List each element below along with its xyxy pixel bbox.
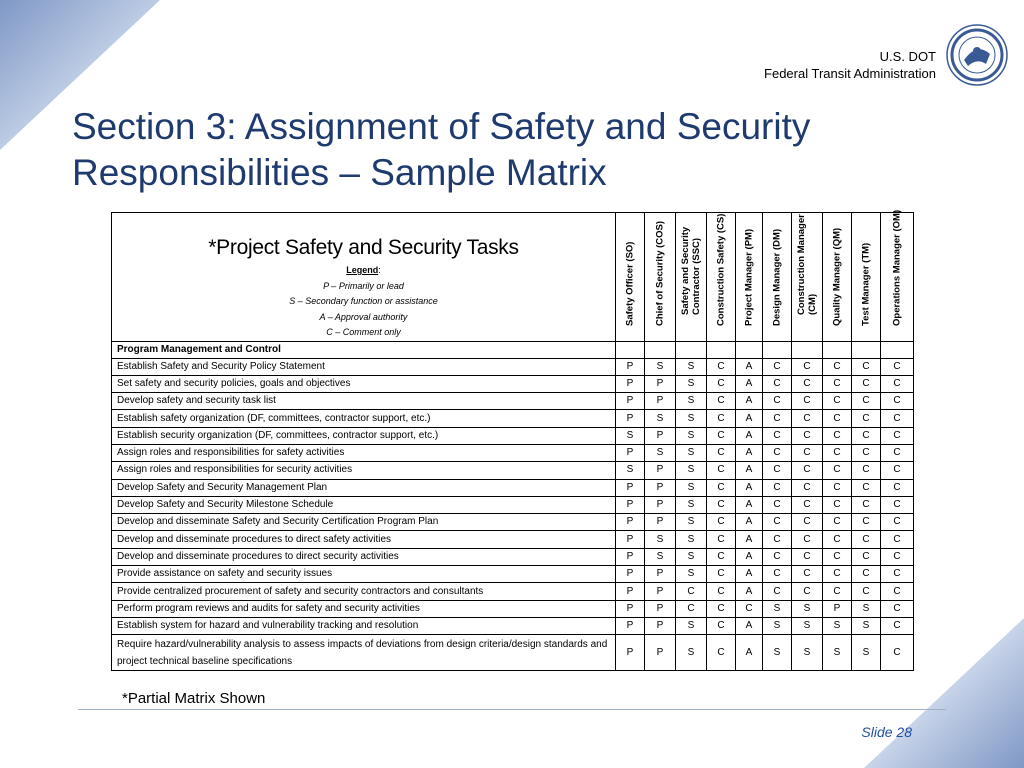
responsibility-code-cell: P (645, 427, 676, 444)
agency-line-1: U.S. DOT (879, 49, 936, 64)
table-row (112, 496, 914, 513)
empty-cell (645, 341, 676, 358)
task-cell: Develop and disseminate Safety and Security Certification Program Plan (112, 514, 616, 531)
agency-line-2: Federal Transit Administration (764, 66, 936, 81)
responsibility-code-cell: A (736, 358, 763, 375)
responsibility-code-cell: C (823, 531, 852, 548)
responsibility-code-cell: C (707, 496, 736, 513)
responsibility-code-cell: P (645, 393, 676, 410)
responsibility-code-cell: C (881, 635, 914, 671)
responsibility-code-cell: C (823, 479, 852, 496)
responsibility-code-cell: C (852, 548, 881, 565)
responsibility-code-cell: P (616, 583, 645, 600)
responsibility-code-cell: P (616, 617, 645, 634)
table-row (112, 358, 914, 375)
responsibility-code-cell: S (792, 600, 823, 617)
responsibility-code-cell: C (707, 462, 736, 479)
task-cell: Develop Safety and Security Management Plan (112, 479, 616, 496)
responsibility-code-cell: C (676, 600, 707, 617)
legend-item: A – Approval authority (319, 311, 408, 322)
task-cell: Assign roles and responsibilities for security activities (112, 462, 616, 479)
responsibility-code-cell: C (763, 393, 792, 410)
responsibility-code-cell: C (852, 462, 881, 479)
responsibility-code-cell: C (792, 462, 823, 479)
empty-cell (707, 341, 736, 358)
empty-cell (881, 341, 914, 358)
responsibility-code-cell: S (676, 410, 707, 427)
responsibility-code-cell: P (616, 444, 645, 461)
responsibility-code-cell: C (763, 427, 792, 444)
table-row (112, 617, 914, 634)
responsibility-code-cell: A (736, 410, 763, 427)
table-row (112, 548, 914, 565)
responsibility-code-cell: C (763, 583, 792, 600)
task-cell: Provide assistance on safety and security issues (112, 566, 616, 583)
role-column-header (616, 213, 645, 342)
responsibility-code-cell: C (881, 410, 914, 427)
role-label: Test Manager (TM) (860, 242, 872, 326)
responsibility-code-cell: A (736, 566, 763, 583)
responsibility-code-cell: C (707, 427, 736, 444)
legend-item: S – Secondary function or assistance (289, 296, 438, 306)
responsibility-code-cell: C (852, 410, 881, 427)
agency-name (764, 48, 936, 82)
responsibility-code-cell: S (792, 617, 823, 634)
responsibility-code-cell: C (792, 531, 823, 548)
responsibility-code-cell: C (707, 514, 736, 531)
responsibility-code-cell: P (616, 548, 645, 565)
role-column-header (881, 209, 914, 342)
responsibility-code-cell: C (707, 635, 736, 671)
responsibility-code-cell: C (707, 617, 736, 634)
role-column-header (676, 213, 707, 342)
task-cell: Develop Safety and Security Milestone Schedule (112, 496, 616, 513)
responsibility-code-cell: S (763, 600, 792, 617)
table-row (112, 462, 914, 479)
table-row (112, 566, 914, 583)
responsibility-code-cell: C (792, 427, 823, 444)
task-cell: Perform program reviews and audits for safety and security activities (112, 600, 616, 617)
responsibility-code-cell: C (852, 583, 881, 600)
responsibility-code-cell: S (616, 462, 645, 479)
responsibility-code-cell: C (792, 514, 823, 531)
role-label: Design Manager (DM) (771, 228, 783, 326)
responsibility-code-cell: S (676, 496, 707, 513)
responsibility-code-cell: A (736, 375, 763, 392)
responsibility-code-cell: C (676, 583, 707, 600)
responsibility-code-cell: C (792, 583, 823, 600)
responsibility-code-cell: C (881, 531, 914, 548)
task-cell: Develop and disseminate procedures to direct safety activities (112, 531, 616, 548)
table-row (112, 531, 914, 548)
responsibility-code-cell: C (707, 566, 736, 583)
table-row (112, 514, 914, 531)
responsibility-code-cell: P (616, 531, 645, 548)
responsibility-code-cell: P (645, 583, 676, 600)
responsibility-code-cell: P (616, 375, 645, 392)
task-cell: Establish security organization (DF, committees, contractor support, etc.) (112, 427, 616, 444)
role-column-header (792, 213, 823, 342)
responsibility-code-cell: C (881, 600, 914, 617)
responsibility-code-cell: S (676, 393, 707, 410)
responsibility-code-cell: S (676, 617, 707, 634)
responsibility-code-cell: S (645, 410, 676, 427)
responsibility-code-cell: C (707, 358, 736, 375)
task-cell: Require hazard/vulnerability analysis to assess impacts of deviations from design criteria/design standards and project technical baseline specifications (112, 635, 616, 671)
task-cell: Develop safety and security task list (112, 393, 616, 410)
responsibility-code-cell: S (763, 617, 792, 634)
responsibility-code-cell: P (645, 496, 676, 513)
empty-cell (852, 341, 881, 358)
responsibility-code-cell: C (823, 358, 852, 375)
responsibility-code-cell: C (881, 514, 914, 531)
responsibility-code-cell: P (823, 600, 852, 617)
task-cell: Establish Safety and Security Policy Statement (112, 358, 616, 375)
responsibility-code-cell: P (645, 617, 676, 634)
responsibility-code-cell: C (881, 583, 914, 600)
responsibility-code-cell: C (763, 375, 792, 392)
table-row (112, 635, 914, 671)
task-cell: Establish safety organization (DF, committees, contractor support, etc.) (112, 410, 616, 427)
responsibility-code-cell: C (763, 548, 792, 565)
responsibility-code-cell: C (823, 583, 852, 600)
responsibility-code-cell: C (823, 548, 852, 565)
legend-item: C – Comment only (326, 327, 401, 337)
responsibility-code-cell: P (645, 514, 676, 531)
slide-title-line-1: Section 3: Assignment of Safety and Security (72, 106, 811, 147)
responsibility-code-cell: C (707, 531, 736, 548)
responsibility-code-cell: C (852, 479, 881, 496)
table-row (112, 479, 914, 496)
responsibility-code-cell: C (707, 393, 736, 410)
responsibility-code-cell: C (881, 444, 914, 461)
task-cell: Set safety and security policies, goals and objectives (112, 375, 616, 392)
empty-cell (616, 341, 645, 358)
responsibility-code-cell: S (645, 444, 676, 461)
responsibility-code-cell: S (676, 548, 707, 565)
responsibility-code-cell: C (792, 479, 823, 496)
responsibility-code-cell: C (823, 496, 852, 513)
table-row (112, 427, 914, 444)
task-cell: Provide centralized procurement of safety and security contractors and consultants (112, 583, 616, 600)
footer-divider (78, 709, 946, 710)
partial-matrix-note: *Partial Matrix Shown (122, 690, 266, 707)
table-row (112, 410, 914, 427)
responsibility-code-cell: C (792, 393, 823, 410)
table-row (112, 583, 914, 600)
responsibility-code-cell: S (645, 531, 676, 548)
responsibility-code-cell: C (881, 496, 914, 513)
responsibility-code-cell: C (792, 496, 823, 513)
responsibility-code-cell: S (792, 635, 823, 671)
role-column-header (645, 213, 676, 342)
responsibility-code-cell: C (792, 375, 823, 392)
responsibility-code-cell: S (645, 548, 676, 565)
slide-number: Slide 28 (861, 724, 912, 740)
task-cell: Assign roles and responsibilities for safety activities (112, 444, 616, 461)
responsibility-code-cell: A (736, 583, 763, 600)
responsibility-code-cell: P (616, 410, 645, 427)
role-column-header (763, 213, 792, 342)
responsibility-code-cell: C (881, 393, 914, 410)
responsibility-code-cell: C (707, 583, 736, 600)
responsibility-code-cell: C (852, 358, 881, 375)
role-label: Safety and Security Contractor (SSC) (680, 226, 702, 315)
responsibility-code-cell: C (852, 566, 881, 583)
empty-cell (823, 341, 852, 358)
responsibility-code-cell: A (736, 514, 763, 531)
responsibility-code-cell: S (616, 427, 645, 444)
responsibility-code-cell: S (676, 635, 707, 671)
role-label: Construction Manager (CM) (796, 213, 818, 315)
responsibility-code-cell: C (823, 462, 852, 479)
responsibility-code-cell: S (676, 479, 707, 496)
responsibility-code-cell: C (852, 393, 881, 410)
responsibility-code-cell: P (616, 514, 645, 531)
responsibility-code-cell: S (823, 617, 852, 634)
responsibility-code-cell: P (616, 566, 645, 583)
responsibility-code-cell: C (792, 358, 823, 375)
responsibility-code-cell: C (823, 410, 852, 427)
responsibility-code-cell: S (852, 617, 881, 634)
responsibility-code-cell: A (736, 393, 763, 410)
responsibility-code-cell: P (645, 566, 676, 583)
table-row (112, 393, 914, 410)
responsibility-code-cell: C (881, 427, 914, 444)
empty-cell (792, 341, 823, 358)
slide-title (72, 104, 972, 196)
responsibility-code-cell: P (616, 635, 645, 671)
role-label: Construction Safety (CS) (715, 213, 727, 326)
responsibility-code-cell: S (763, 635, 792, 671)
table-row (112, 375, 914, 392)
responsibility-code-cell: A (736, 462, 763, 479)
responsibility-code-cell: C (823, 514, 852, 531)
matrix-heading: *Project Safety and Security Tasks (208, 236, 519, 259)
responsibility-code-cell: P (616, 479, 645, 496)
responsibility-code-cell: C (852, 514, 881, 531)
responsibility-code-cell: P (616, 600, 645, 617)
role-label: Project Manager (PM) (743, 228, 755, 326)
responsibility-code-cell: P (616, 496, 645, 513)
responsibility-code-cell: C (763, 444, 792, 461)
responsibility-code-cell: C (763, 531, 792, 548)
responsibility-code-cell: S (676, 531, 707, 548)
responsibility-code-cell: C (763, 358, 792, 375)
role-column-header (736, 213, 763, 342)
responsibility-code-cell: C (707, 479, 736, 496)
responsibility-code-cell: C (707, 600, 736, 617)
legend-colon: : (378, 265, 381, 275)
responsibility-code-cell: P (645, 600, 676, 617)
responsibility-code-cell: A (736, 617, 763, 634)
responsibility-code-cell: C (763, 496, 792, 513)
responsibility-code-cell: P (645, 635, 676, 671)
responsibility-code-cell: C (881, 566, 914, 583)
matrix-heading-cell (112, 213, 616, 342)
responsibility-code-cell: A (736, 548, 763, 565)
responsibility-code-cell: S (676, 375, 707, 392)
responsibility-code-cell: C (823, 427, 852, 444)
dot-seal-icon (946, 24, 1008, 86)
responsibility-code-cell: A (736, 427, 763, 444)
responsibility-code-cell: A (736, 479, 763, 496)
role-column-header (707, 213, 736, 342)
responsibility-code-cell: C (881, 617, 914, 634)
responsibility-code-cell: C (707, 444, 736, 461)
responsibility-code-cell: S (676, 358, 707, 375)
section-title: Program Management and Control (112, 341, 616, 358)
responsibility-code-cell: S (823, 635, 852, 671)
legend-item: P – Primarily or lead (323, 280, 404, 291)
responsibility-code-cell: C (852, 531, 881, 548)
role-label: Quality Manager (QM) (831, 227, 843, 326)
responsibility-code-cell: C (881, 462, 914, 479)
role-label: Chief of Security (COS) (654, 220, 666, 326)
role-label: Safety Officer (SO) (624, 241, 636, 326)
responsibility-code-cell: C (823, 566, 852, 583)
legend (117, 263, 610, 341)
responsibility-code-cell: C (823, 375, 852, 392)
responsibility-code-cell: S (676, 427, 707, 444)
responsibility-code-cell: P (616, 393, 645, 410)
responsibility-code-cell: S (676, 566, 707, 583)
responsibility-code-cell: C (823, 393, 852, 410)
task-cell: Establish system for hazard and vulnerability tracking and resolution (112, 617, 616, 634)
section-row (112, 341, 914, 358)
legend-label: Legend (346, 265, 379, 275)
responsibility-code-cell: C (792, 566, 823, 583)
responsibility-code-cell: A (736, 635, 763, 671)
responsibility-code-cell: C (736, 600, 763, 617)
responsibility-code-cell: P (645, 375, 676, 392)
responsibility-code-cell: P (645, 462, 676, 479)
empty-cell (676, 341, 707, 358)
responsibility-code-cell: C (823, 444, 852, 461)
responsibility-code-cell: C (881, 548, 914, 565)
responsibility-code-cell: C (792, 548, 823, 565)
responsibility-matrix (111, 209, 914, 671)
task-cell: Develop and disseminate procedures to direct security activities (112, 548, 616, 565)
responsibility-code-cell: C (852, 444, 881, 461)
responsibility-code-cell: C (763, 410, 792, 427)
responsibility-code-cell: S (676, 462, 707, 479)
role-label: Operations Manager (OM) (891, 209, 903, 326)
responsibility-code-cell: C (707, 375, 736, 392)
role-column-header (823, 213, 852, 342)
responsibility-code-cell: P (616, 358, 645, 375)
responsibility-code-cell: A (736, 496, 763, 513)
responsibility-code-cell: A (736, 531, 763, 548)
responsibility-code-cell: S (852, 635, 881, 671)
responsibility-code-cell: C (852, 496, 881, 513)
responsibility-code-cell: C (763, 462, 792, 479)
responsibility-code-cell: S (676, 514, 707, 531)
responsibility-code-cell: P (645, 479, 676, 496)
table-row (112, 444, 914, 461)
responsibility-code-cell: C (852, 427, 881, 444)
responsibility-code-cell: S (645, 358, 676, 375)
responsibility-code-cell: C (707, 410, 736, 427)
responsibility-code-cell: A (736, 444, 763, 461)
responsibility-code-cell: C (881, 479, 914, 496)
table-row (112, 600, 914, 617)
responsibility-code-cell: C (881, 358, 914, 375)
responsibility-code-cell: C (792, 444, 823, 461)
responsibility-code-cell: C (707, 548, 736, 565)
responsibility-code-cell: C (763, 566, 792, 583)
responsibility-code-cell: C (763, 479, 792, 496)
responsibility-code-cell: C (792, 410, 823, 427)
empty-cell (763, 341, 792, 358)
slide-title-line-2: Responsibilities – Sample Matrix (72, 152, 607, 193)
responsibility-code-cell: C (881, 375, 914, 392)
responsibility-code-cell: C (852, 375, 881, 392)
responsibility-code-cell: S (676, 444, 707, 461)
empty-cell (736, 341, 763, 358)
responsibility-code-cell: S (852, 600, 881, 617)
responsibility-code-cell: C (763, 514, 792, 531)
role-column-header (852, 213, 881, 342)
